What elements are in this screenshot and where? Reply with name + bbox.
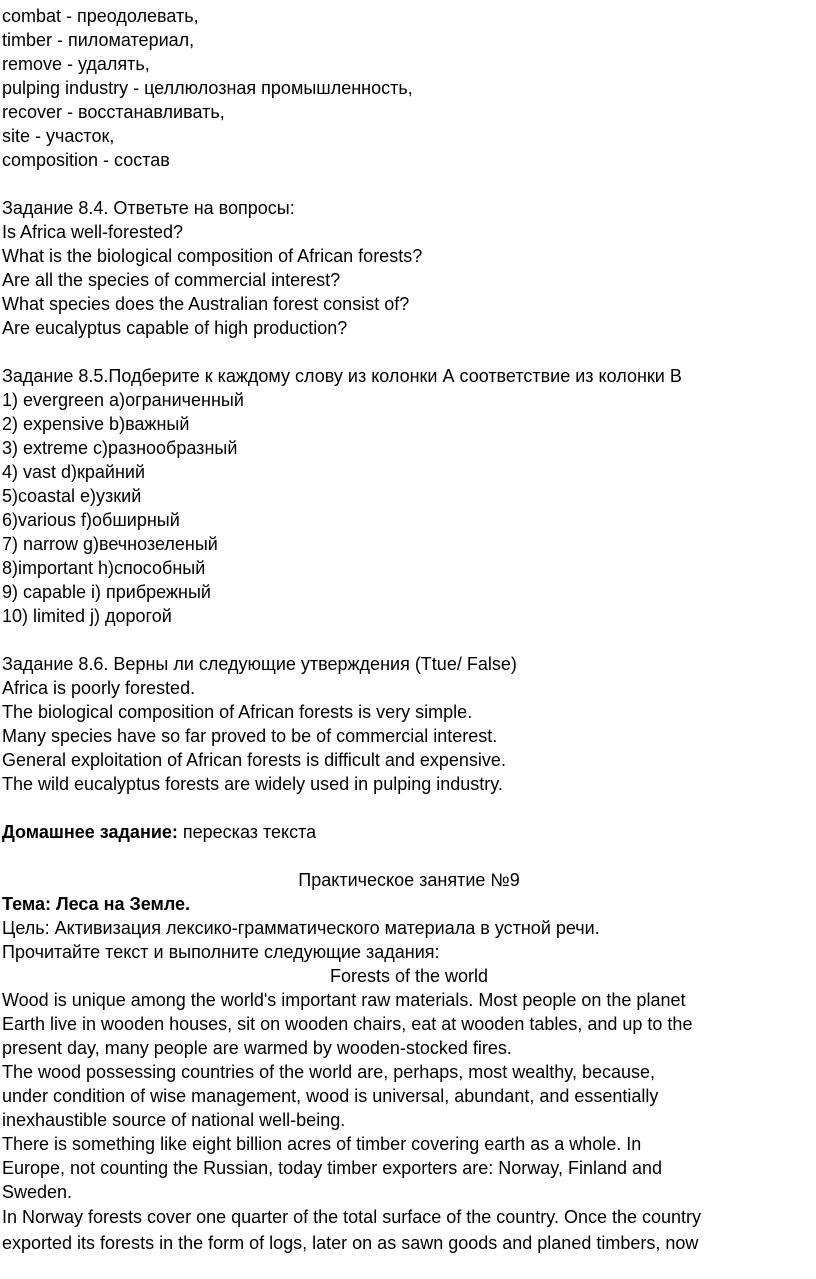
vocab-line: combat - преодолевать, xyxy=(2,6,199,26)
lesson-instruction: Прочитайте текст и выполните следующие задания: xyxy=(2,942,440,962)
task-8-6 xyxy=(2,652,816,796)
homework-label: Домашнее задание: xyxy=(2,822,178,842)
homework-text: пересказ текста xyxy=(177,822,317,842)
reading-text xyxy=(2,988,816,1256)
vocab-line: pulping industry - целлюлозная промышленность, xyxy=(2,78,413,98)
text-line: exported its forests in the form of logs, later on as sawn goods and planed timbers, now xyxy=(2,1233,699,1253)
matching-item: 3) extreme c)разнообразный xyxy=(2,438,238,458)
matching-item: 1) evergreen a)ограниченный xyxy=(2,390,244,410)
lesson-goal: Цель: Активизация лексико-грамматического материала в устной речи. xyxy=(2,918,600,938)
question-line: Are eucalyptus capable of high production? xyxy=(2,318,348,338)
text-line: under condition of wise management, wood is universal, abundant, and essentially xyxy=(2,1086,659,1106)
spacer xyxy=(2,796,816,820)
text-line: inexhaustible source of national well-being. xyxy=(2,1110,346,1130)
spacer xyxy=(2,172,816,196)
task-heading: Задание 8.5.Подберите к каждому слову из колонки А соответствие из колонки В xyxy=(2,366,682,386)
spacer xyxy=(2,340,816,364)
matching-item: 7) narrow g)вечнозеленый xyxy=(2,534,218,554)
text-title: Forests of the world xyxy=(329,966,489,986)
spacer xyxy=(2,844,816,868)
lesson-topic: Тема: Леса на Земле. xyxy=(2,894,191,914)
matching-item: 10) limited j) дорогой xyxy=(2,606,172,626)
matching-item: 9) capable i) прибрежный xyxy=(2,582,211,602)
text-line: present day, many people are warmed by wooden-stocked fires. xyxy=(2,1038,512,1058)
question-line: What is the biological composition of African forests? xyxy=(2,246,423,266)
text-line: Earth live in wooden houses, sit on wooden chairs, eat at wooden tables, and up to the xyxy=(2,1014,693,1034)
question-line: Are all the species of commercial interest? xyxy=(2,270,341,290)
question-line: What species does the Australian forest consist of? xyxy=(2,294,410,314)
lesson-title: Практическое занятие №9 xyxy=(298,870,520,890)
task-heading: Задание 8.4. Ответьте на вопросы: xyxy=(2,198,295,218)
spacer xyxy=(2,628,816,652)
text-line: There is something like eight billion acres of timber covering earth as a whole. In xyxy=(2,1134,642,1154)
vocabulary-list xyxy=(2,4,816,172)
text-line: Europe, not counting the Russian, today timber exporters are: Norway, Finland and xyxy=(2,1158,663,1178)
statement-line: The wild eucalyptus forests are widely used in pulping industry. xyxy=(2,774,503,794)
homework-line xyxy=(2,820,816,844)
statement-line: Many species have so far proved to be of commercial interest. xyxy=(2,726,498,746)
vocab-line: remove - удалять, xyxy=(2,54,150,74)
vocab-line: timber - пиломатериал, xyxy=(2,30,195,50)
matching-item: 6)various f)обширный xyxy=(2,510,180,530)
matching-item: 2) expensive b)важный xyxy=(2,414,190,434)
text-line: In Norway forests cover one quarter of the total surface of the country. Once the country xyxy=(2,1207,702,1227)
statement-line: The biological composition of African forests is very simple. xyxy=(2,702,473,722)
text-line: Wood is unique among the world's important raw materials. Most people on the planet xyxy=(2,990,686,1010)
vocab-line: recover - восстанавливать, xyxy=(2,102,225,122)
task-8-5 xyxy=(2,364,816,628)
question-line: Is Africa well-forested? xyxy=(2,222,184,242)
matching-item: 4) vast d)крайний xyxy=(2,462,146,482)
lesson-9 xyxy=(2,868,816,1256)
matching-item: 5)coastal e)узкий xyxy=(2,486,142,506)
text-line: Sweden. xyxy=(2,1182,73,1202)
task-heading: Задание 8.6. Верны ли следующие утверждения (Ttue/ False) xyxy=(2,654,517,674)
matching-item: 8)important h)способный xyxy=(2,558,206,578)
task-8-4 xyxy=(2,196,816,340)
statement-line: Africa is poorly forested. xyxy=(2,678,196,698)
vocab-line: site - участок, xyxy=(2,126,115,146)
text-line: The wood possessing countries of the world are, perhaps, most wealthy, because, xyxy=(2,1062,656,1082)
vocab-line: composition - состав xyxy=(2,150,170,170)
statement-line: General exploitation of African forests is difficult and expensive. xyxy=(2,750,506,770)
